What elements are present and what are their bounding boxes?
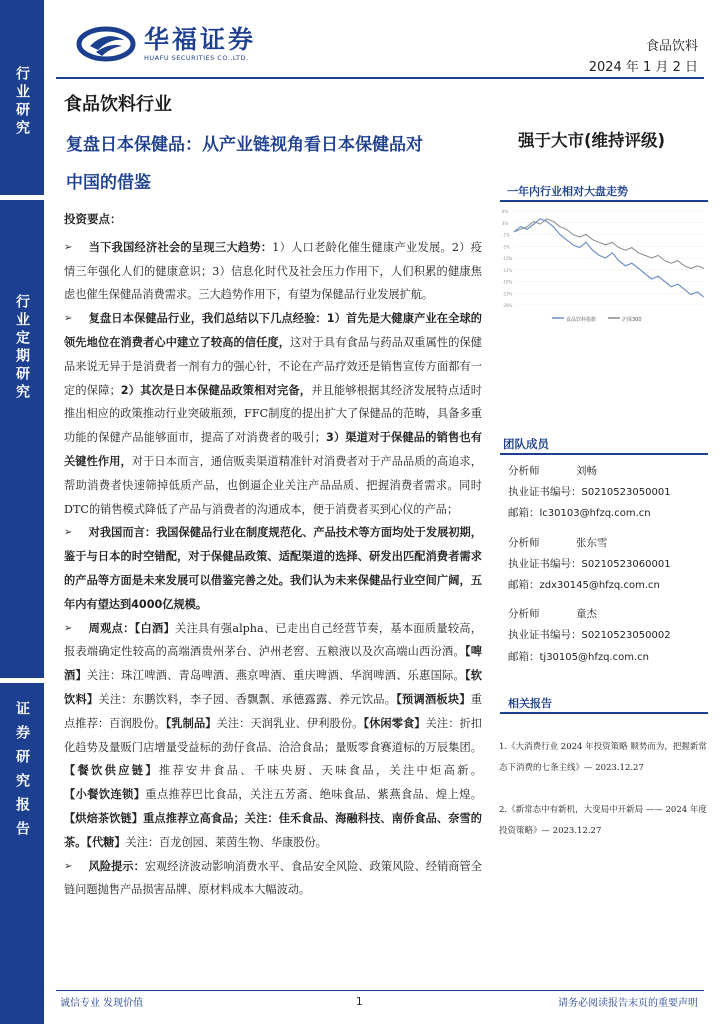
member-cert-label: 执业证书编号： bbox=[508, 486, 582, 499]
emphasis-text: 【乳制品】 bbox=[165, 716, 217, 730]
relative-performance-chart bbox=[500, 205, 708, 325]
team-list bbox=[508, 461, 708, 668]
related-report-link[interactable]: 1.《大消费行业 2024 年投资策略 顺势而为，把握新常态下消费的七条主线》— 2023.12.27 bbox=[499, 742, 707, 773]
member-cert: S0210523050002 bbox=[581, 630, 671, 642]
body-text: 关注：折扣化趋势及量贩门店增量受益标的劲仔食品、洽洽食品；量贩零食赛道标的万辰集团。 bbox=[64, 716, 482, 754]
emphasis-text: 【啤酒】 bbox=[64, 645, 482, 683]
chart-y-tick: 4% bbox=[502, 220, 509, 226]
chart-y-tick: -14% bbox=[502, 267, 513, 273]
member-name: 刘畅 bbox=[576, 465, 597, 477]
body-text: 关注：东鹏饮料，李子园、香飘飘、承德露露、养元饮品。 bbox=[98, 692, 397, 706]
body-text: 关注：天润乳业、伊利股份。 bbox=[216, 716, 364, 730]
rating-label: 强于大市(维持评级) bbox=[518, 131, 666, 150]
team-section-title: 团队成员 bbox=[503, 437, 549, 451]
member-name: 张东雪 bbox=[576, 536, 608, 549]
body-text: 关注：百龙创园、莱茵生物、华康股份。 bbox=[125, 835, 327, 849]
sidebar-segment-industry-research bbox=[0, 0, 44, 195]
member-name: 童杰 bbox=[576, 608, 597, 621]
emphasis-text: 周观点： bbox=[88, 621, 135, 635]
header-category: 食品饮料 bbox=[645, 39, 698, 54]
report-title bbox=[66, 126, 484, 202]
sidebar-segment-securities-report bbox=[0, 683, 44, 1024]
member-role: 分析师 bbox=[508, 465, 540, 477]
arrow-bullet-icon: ➢ bbox=[64, 622, 73, 634]
legend-label-index: 沪深300 bbox=[622, 317, 642, 323]
member-role: 分析师 bbox=[508, 608, 540, 621]
header-date: 2024 年 1 月 2 日 bbox=[588, 60, 698, 75]
team-member bbox=[508, 604, 708, 668]
related-divider bbox=[500, 712, 708, 714]
logo-name-en: HUAFU SECURITIES CO.,LTD. bbox=[144, 54, 249, 62]
paragraph-japan-experience bbox=[64, 307, 482, 521]
member-role: 分析师 bbox=[508, 536, 540, 549]
body-text: 关注具有强alpha、已走出自己经营节奏，基本面质量较高，报表端确定性较高的高端酒贵州茅台、泸州老窖、五粮液以及次高端山西汾酒。 bbox=[64, 621, 482, 659]
sidebar-label-3: 证券研究报告 bbox=[14, 701, 30, 845]
emphasis-text: 风险提示： bbox=[88, 859, 145, 873]
company-logo bbox=[76, 26, 256, 62]
chart-y-tick: -10% bbox=[502, 256, 513, 261]
emphasis-text: 当下我国经济社会的呈现三大趋势： bbox=[88, 240, 273, 254]
report-title-line-2: 中国的借鉴 bbox=[66, 173, 151, 193]
member-email-label: 邮箱： bbox=[508, 650, 540, 663]
chart-y-tick: -23% bbox=[502, 291, 513, 297]
chart-y-tick: -1% bbox=[502, 232, 510, 238]
member-email-label: 邮箱： bbox=[508, 507, 540, 520]
team-divider bbox=[500, 453, 708, 455]
member-email: tj30105@hfzq.com.cn bbox=[539, 651, 650, 663]
left-sidebar bbox=[0, 0, 44, 1024]
industry-name: 食品饮料行业 bbox=[64, 94, 172, 115]
sidebar-segment-periodic-research bbox=[0, 200, 44, 678]
page-number: 1 bbox=[356, 996, 363, 1008]
report-title-line-1: 复盘日本保健品：从产业链视角看日本保健品对 bbox=[66, 135, 423, 155]
header-meta bbox=[589, 36, 698, 78]
sidebar-label-1: 行业研究 bbox=[14, 66, 30, 138]
emphasis-text: 【软饮料】 bbox=[64, 669, 482, 706]
emphasis-text: 【预调酒板块】 bbox=[396, 692, 471, 706]
logo-mark-icon bbox=[76, 26, 140, 62]
emphasis-text: 【白酒】 bbox=[134, 621, 175, 635]
body-text: 这对于具有食品与药品双重属性的保健品来说无异于是消费者一剂有力的强心针，不论在产品疗效还是销售宣传方面都有一定的保障； bbox=[64, 335, 482, 397]
body-text: 关注：珠江啤酒、青岛啤酒、燕京啤酒、重庆啤酒、华润啤酒、乐惠国际。 bbox=[86, 669, 465, 683]
sidebar-label-2: 行业定期研究 bbox=[14, 294, 30, 402]
arrow-bullet-icon: ➢ bbox=[64, 527, 73, 539]
paragraph-risk-warning bbox=[64, 855, 482, 903]
member-cert-label: 执业证书编号： bbox=[508, 629, 582, 642]
body-text: 重点推荐巴比食品，关注五芳斋、绝味食品、紫燕食品、煌上煌。 bbox=[145, 788, 482, 802]
emphasis-text: 【小餐饮连锁】 bbox=[64, 788, 146, 802]
arrow-bullet-icon: ➢ bbox=[64, 241, 73, 253]
body-text: 1）人口老龄化催生健康产业发展。2）疫情三年强化人们的健康意识；3）信息化时代及社会压力作用下，人们积累的健康焦虑也催生保健品消费需求。三大趋势作用下，有望为保健品行业发展扩航。 bbox=[64, 240, 482, 302]
emphasis-text: 【代糖】 bbox=[86, 835, 126, 849]
chart-title: 一年内行业相对大盘走势 bbox=[507, 185, 628, 198]
member-cert: S0210523050001 bbox=[581, 487, 671, 499]
footer-disclaimer: 请务必阅读报告末页的重要声明 bbox=[558, 998, 698, 1009]
chart-y-ticks bbox=[502, 209, 513, 308]
emphasis-text: 对我国而言：我国保健品行业在制度规范化、产品技术等方面均处于发展初期，鉴于与日本的时空错配，对于保健品政策、适配渠道的选择、研发出匹配消费者需求的产品等方面是未来发展可以借鉴完善之处。我们认为未来保健品行业空间广阔，五年内有望达到4000亿规模。 bbox=[64, 526, 482, 611]
arrow-bullet-icon: ➢ bbox=[64, 313, 73, 325]
paragraph-weekly-view bbox=[64, 617, 482, 855]
chart-y-tick: -19% bbox=[502, 279, 513, 285]
emphasis-text: 【烘焙茶饮链】重点推荐立高食品；关注：佳禾食品、海融科技、南侨食品、奈雪的茶。 bbox=[64, 811, 482, 849]
chart-gridlines bbox=[514, 211, 704, 305]
member-email: zdx30145@hfzq.com.cn bbox=[539, 580, 660, 592]
body-text: 宏观经济波动影响消费水平、食品安全风险、政策风险、经销商管全链问题抛售产品损害品牌、原材料成本大幅波动。 bbox=[64, 859, 482, 897]
header-divider bbox=[56, 77, 704, 79]
chart-y-tick: -28% bbox=[502, 303, 513, 308]
arrow-bullet-icon: ➢ bbox=[64, 860, 73, 872]
series-line-csi300 bbox=[514, 219, 704, 269]
body-text: 对于日本而言，通信贩卖渠道精准针对消费者对于产品品质的高追求，帮助消费者快速筛掉低质产品，也倒逼企业关注产品品质、把握消费者需求。同时DTC的销售模式降低了产品与消费者的沟通成本，便于消费者买到心仪的产品； bbox=[64, 454, 482, 516]
related-report-link[interactable]: 2.《新常态中有新机，大变局中开新局 —— 2024 年度投资策略》— 2023.12.27 bbox=[499, 805, 707, 836]
report-body bbox=[64, 208, 482, 902]
member-cert: S0210523060001 bbox=[581, 558, 671, 570]
paragraph-trends bbox=[64, 236, 482, 307]
chart-divider bbox=[500, 200, 708, 202]
emphasis-text: 2）其次是日本保健品政策相对完备， bbox=[120, 383, 312, 397]
investment-points-title: 投资要点： bbox=[64, 212, 122, 226]
paragraph-china-implication bbox=[64, 521, 482, 616]
team-member bbox=[508, 533, 708, 597]
emphasis-text: 复盘日本保健品行业，我们总结以下几点经验：1）首先是大健康产业在全球的领先地位在消费者心中建立了较高的信任度， bbox=[64, 312, 482, 349]
body-text: 并且能够根据其经济发展特点适时推出相应的政策推动行业突破瓶颈，FFC制度的提出扩大了保健品的范畴，具备多重功能的保健产品能够面市，提高了对消费者的吸引； bbox=[64, 383, 482, 445]
logo-name-cn: 华福证券 bbox=[144, 25, 257, 54]
body-text: 重点推荐：百润股份。 bbox=[64, 692, 482, 730]
legend-label-industry: 食品饮料指数 bbox=[566, 317, 597, 323]
body-text: 推荐安井食品、千味央厨、天味食品，关注中炬高新。 bbox=[158, 764, 482, 778]
related-reports-list bbox=[499, 737, 711, 863]
member-cert-label: 执业证书编号： bbox=[508, 557, 582, 570]
footer-slogan: 诚信专业 发现价值 bbox=[60, 998, 144, 1009]
related-reports-title: 相关报告 bbox=[508, 697, 552, 710]
chart-y-tick: -5% bbox=[502, 244, 510, 250]
emphasis-text: 3）渠道对于保健品的销售也有关键性作用， bbox=[64, 431, 482, 468]
emphasis-text: 【休闲零食】 bbox=[363, 716, 426, 730]
member-email: lc30103@hfzq.com.cn bbox=[539, 508, 651, 520]
member-email-label: 邮箱： bbox=[508, 579, 540, 592]
team-member bbox=[508, 461, 708, 525]
emphasis-text: 【餐饮供应链】 bbox=[64, 764, 159, 778]
chart-legend bbox=[552, 316, 642, 323]
footer-divider bbox=[56, 990, 704, 991]
chart-y-tick: 8% bbox=[502, 209, 509, 214]
